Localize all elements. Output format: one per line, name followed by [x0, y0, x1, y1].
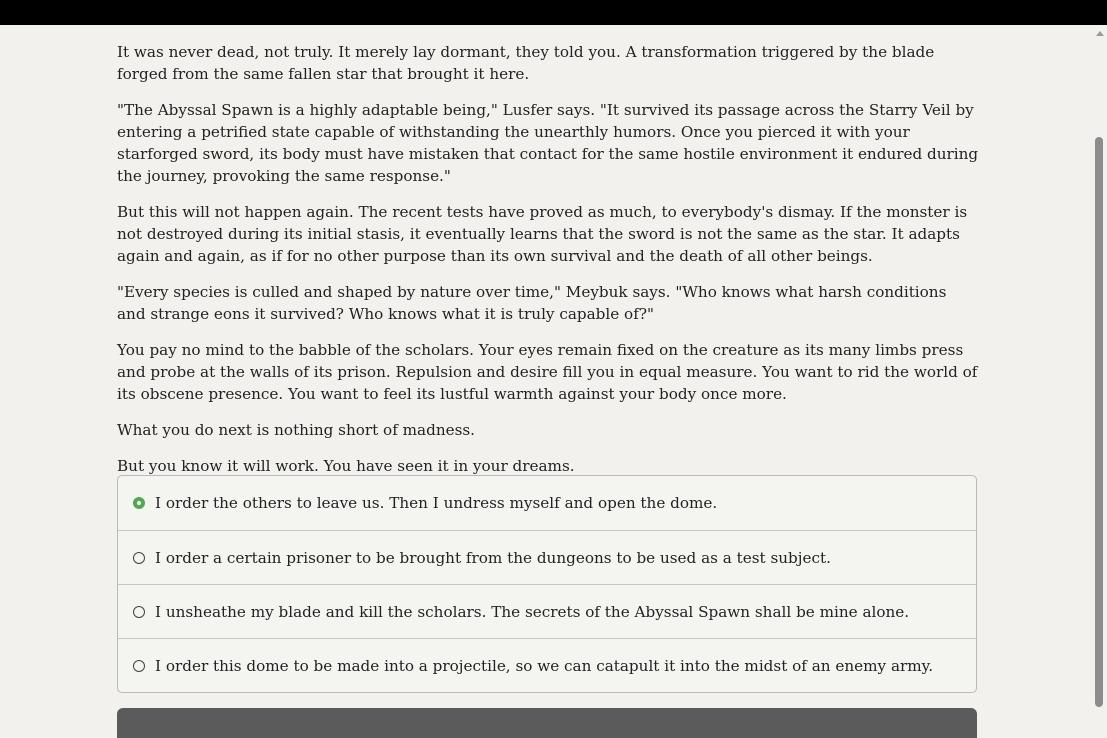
choice-label: I order this dome to be made into a projectile, so we can catapult it into the midst of an enemy army.	[155, 656, 934, 675]
radio-unselected-icon[interactable]	[133, 606, 145, 618]
story-paragraph: But this will not happen again. The recent tests have proved as much, to everybody's dismay. If the monster is not destroyed during its initial stasis, it eventually learns that the sword is not the same as the star. It adapts again and again, as if for no other purpose than its own survival and the death of all other beings.	[117, 203, 968, 265]
choice-option-1[interactable]	[118, 476, 976, 530]
story-paragraph: But you know it will work. You have seen it in your dreams.	[117, 457, 575, 475]
story-text	[117, 41, 979, 491]
story-paragraph: It was never dead, not truly. It merely lay dormant, they told you. A transformation triggered by the blade forged from the same fallen star that brought it here.	[117, 43, 935, 83]
scrollbar[interactable]	[1093, 25, 1107, 720]
next-button[interactable]	[117, 708, 977, 738]
story-paragraph: "The Abyssal Spawn is a highly adaptable being," Lusfer says. "It survived its passage across the Starry Veil by entering a petrified state capable of withstanding the unearthly humors. Once you pierced it with your starforged sword, its body must have mistaken that contact for the same hostile environment it endured during the journey, provoking the same response."	[117, 101, 979, 185]
story-paragraph: You pay no mind to the babble of the scholars. Your eyes remain fixed on the creature as its many limbs press and probe at the walls of its prison. Repulsion and desire fill you in equal measure. You want to rid the world of its obscene presence. You want to feel its lustful warmth against your body once more.	[117, 341, 978, 403]
radio-selected-icon[interactable]	[133, 497, 145, 509]
choice-list	[117, 475, 977, 693]
story-paragraph: "Every species is culled and shaped by nature over time," Meybuk says. "Who knows what harsh conditions and strange eons it survived? Who knows what it is truly capable of?"	[117, 283, 947, 323]
radio-unselected-icon[interactable]	[133, 660, 145, 672]
scroll-up-arrow-icon[interactable]	[1096, 31, 1104, 36]
scroll-thumb[interactable]	[1095, 137, 1103, 707]
choice-label: I unsheathe my blade and kill the scholars. The secrets of the Abyssal Spawn shall be mine alone.	[155, 602, 910, 621]
choice-option-3[interactable]	[118, 584, 976, 638]
top-bar	[0, 0, 1107, 25]
choice-option-4[interactable]	[118, 638, 976, 692]
choice-label: I order a certain prisoner to be brought from the dungeons to be used as a test subject.	[155, 548, 831, 567]
story-paragraph: What you do next is nothing short of madness.	[117, 421, 476, 439]
choice-label: I order the others to leave us. Then I undress myself and open the dome.	[155, 494, 718, 512]
choice-option-2[interactable]	[118, 530, 976, 584]
radio-unselected-icon[interactable]	[133, 552, 145, 564]
